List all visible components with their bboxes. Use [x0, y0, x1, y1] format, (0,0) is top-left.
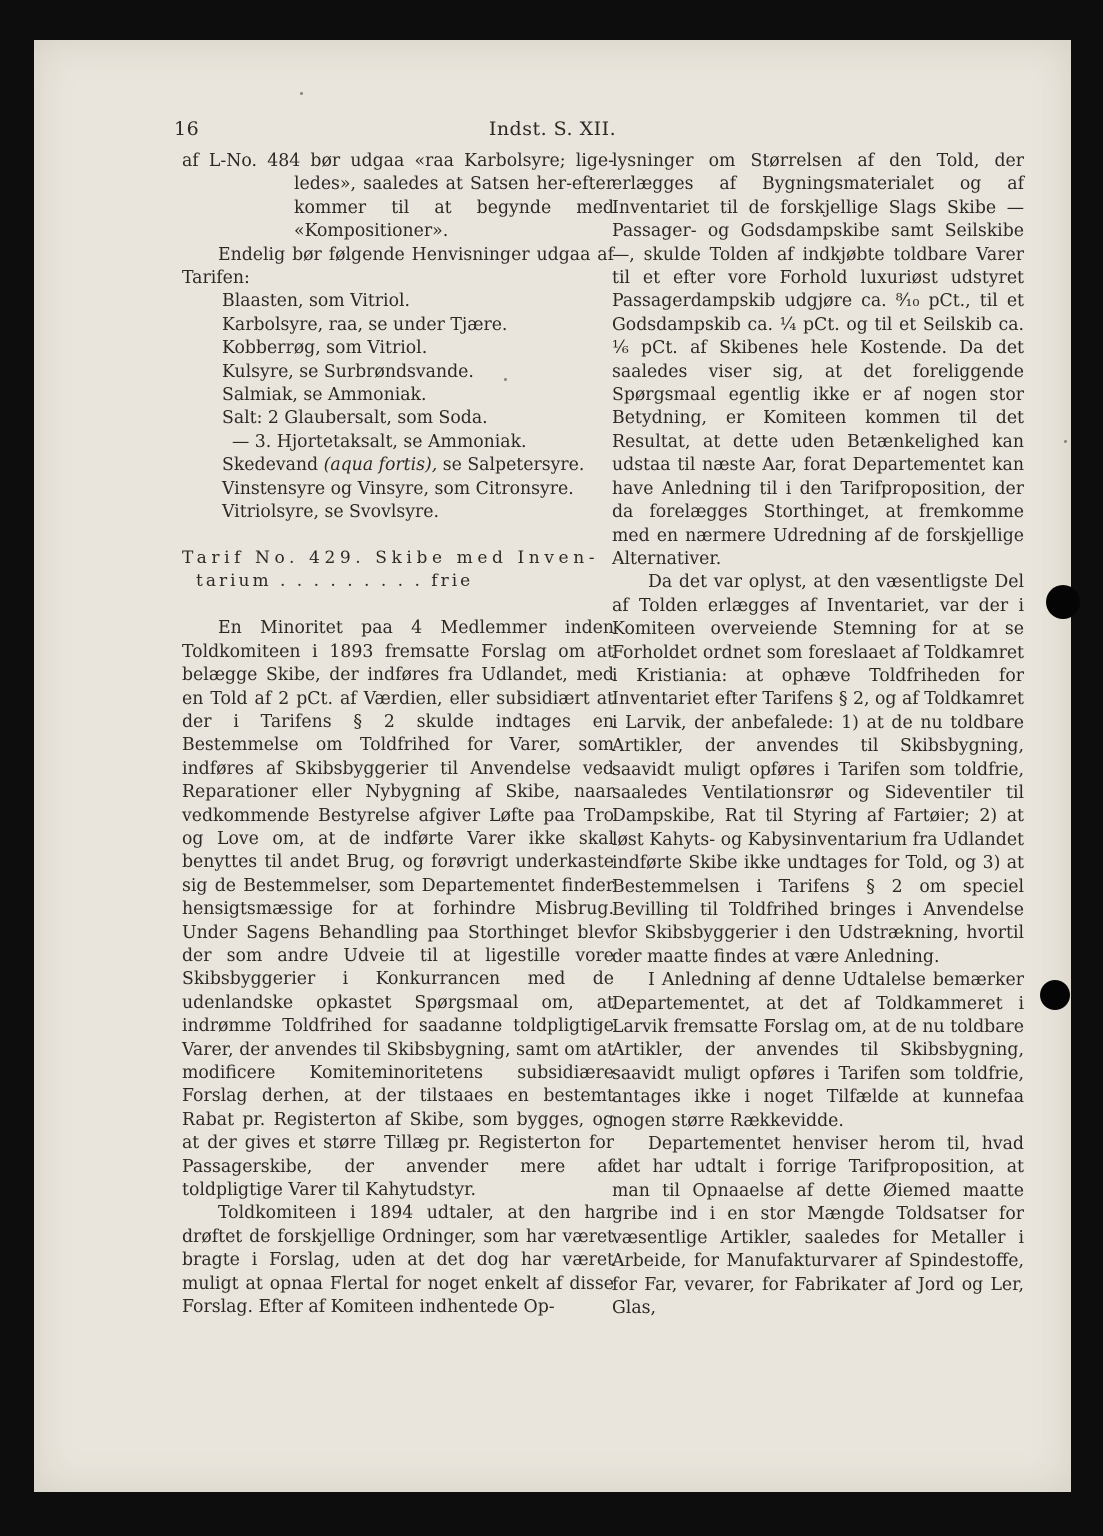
- tarif-heading: Tarif No. 429. Skibe med Inven-: [182, 547, 600, 568]
- list-item: Vitriolsyre, se Svovlsyre.: [222, 502, 439, 523]
- right-column: [612, 150, 1024, 1320]
- body-paragraph: Departementet henviser herom til, hvad det har udtalt i forrige Tarifproposition, at man til Opnaaelse af dette Øiemed maatte gribe ind i en stor Mængde Toldsatser for væsentlige Artikler, saaledes for Metaller i Arbeide, for Manufakturvarer af Spindestoffe, for Far, vevarer, for Fabrikater af Jord og Ler, Glas,: [612, 1134, 1024, 1318]
- skedevand-italic: (aqua fortis),: [323, 455, 438, 476]
- intro-paragraph: af L-No. 484 bør udgaa «raa Karbolsyre; lige-ledes», saaledes at Satsen her-efter kommer til at begynde med «Kompositioner».: [182, 151, 614, 242]
- endelig-paragraph: Endelig bør følgende Henvisninger udgaa af Tarifen:: [182, 244, 614, 289]
- body-paragraph: Toldkomiteen i 1894 udtaler, at den har drøftet de forskjellige Ordninger, som har været bragte i Forslag, uden at det dog har været muligt at opnaa Flertal for noget enkelt af disse Forslag. Efter af Komiteen indhentede Op-: [182, 1203, 614, 1318]
- list-item: Vinstensyre og Vinsyre, som Citronsyre.: [222, 478, 574, 499]
- list-item: Kobberrøg, som Vitriol.: [222, 338, 428, 359]
- document-page: [34, 40, 1071, 1492]
- skedevand-text: Skedevand: [222, 455, 324, 476]
- list-item: [222, 454, 614, 477]
- paper-fleck: [504, 378, 507, 381]
- list-item: — 3. Hjortetaksalt, se Ammoniak.: [232, 431, 527, 452]
- page-number: 16: [174, 118, 200, 140]
- body-paragraph: I Anledning af denne Udtalelse bemærker Departementet, at det af Toldkammeret i Larvik fremsatte Forslag om, at de nu toldbare Artikler, der anvendes til Skibsbygning, saavidt muligt opføres i Tarifen som toldfrie, antages ikke i noget Tilfælde at kunnefaa nogen større Rækkevidde.: [612, 970, 1024, 1131]
- punch-hole: [1046, 585, 1080, 619]
- body-paragraph: lysninger om Størrelsen af den Told, der erlægges af Bygningsmaterialet og af Inventariet til de forskjellige Slags Skibe — Passager- og Godsdampskibe samt Seilskibe —, skulde Tolden af indkjøbte toldbare Varer til et efter vore Forhold luxuriøst udstyret Passagerdampskib udgjøre ca. ⁸⁄₁₀ pCt., til et Godsdampskib ca. ¹⁄₄ pCt. og til et Seilskib ca. ¹⁄₆ pCt. af Skibenes hele Kostende. Da det saaledes viser sig, at det foreliggende Spørgsmaal egentlig ikke er af nogen stor Betydning, er Komiteen kommen til det Resultat, at dette uden Betænkelighed kan udstaa til næste Aar, forat Departementet kan have Anledning til i den Tarifproposition, der da forelægges Storthinget, at fremkomme med en nærmere Udredning af de forskjellige Alternativer.: [612, 151, 1024, 569]
- list-item: Kulsyre, se Surbrøndsvande.: [222, 361, 474, 382]
- punch-hole: [1040, 980, 1070, 1010]
- page-reference: Indst. S. XII.: [488, 118, 617, 140]
- paper-fleck: [300, 92, 303, 95]
- paper-fleck: [1064, 440, 1067, 443]
- tarif-heading-line-2: tarium . . . . . . . . . frie: [196, 570, 474, 591]
- skedevand-tail: se Salpetersyre.: [437, 455, 585, 476]
- body-paragraph: En Minoritet paa 4 Medlemmer inden Toldkomiteen i 1893 fremsatte Forslag om at belægge Skibe, der indføres fra Udlandet, med en Told af 2 pCt. af Værdien, eller subsidiært at der i Tarifens § 2 skulde indtages en Bestemmelse om Toldfrihed for Varer, som indføres af Skibsbyggerier til Anvendelse ved Reparationer eller Nybygning af Skibe, naar vedkommende Bestyrelse afgiver Løfte paa Tro og Love om, at de indførte Varer ikke skal benyttes til andet Brug, og forøvrigt underkaste sig de Bestemmelser, som Departementet finder hensigtsmæssige for at forhindre Misbrug. Under Sagens Behandling paa Storthinget blev der som andre Udveie til at ligestille vore Skibsbyggerier i Konkurrancen med de udenlandske opkastet Spørgsmaal om, at indrømme Toldfrihed for saadanne toldpligtige Varer, der anvendes til Skibsbygning, samt om at modificere Komiteminoritetens subsidiære Forslag derhen, at der tilstaaes en bestemt Rabat pr. Registerton af Skibe, som bygges, og at der gives et større Tillæg pr. Registerton for Passagerskibe, der anvender mere af toldpligtige Varer til Kahytudstyr.: [182, 618, 614, 1201]
- list-item: Salt: 2 Glaubersalt, som Soda.: [222, 408, 488, 429]
- list-item: Karbolsyre, raa, se under Tjære.: [222, 314, 508, 335]
- list-item: Salmiak, se Ammoniak.: [222, 385, 427, 406]
- left-column: [182, 150, 614, 1320]
- list-item: Blaasten, som Vitriol.: [222, 291, 411, 312]
- reference-list: [182, 290, 614, 524]
- body-paragraph: Da det var oplyst, at den væsentligste Del af Tolden erlægges af Inventariet, var der i Komiteen overveiende Stemning for at se Forholdet ordnet som foreslaaet af Toldkamret i Kristiania: at ophæve Toldfriheden for Inventariet efter Tarifens § 2, og af Toldkamret i Larvik, der anbefalede: 1) at de nu toldbare Artikler, der anvendes til Skibsbygning, saavidt muligt opføres i Tarifen som toldfrie, saaledes Ventilationsrør og Sideventiler til Dampskibe, Rat til Styring af Fartøier; 2) at løst Kahyts- og Kabysinventarium fra Udlandet indførte Skibe ikke undtages for Told, og 3) at Bestemmelsen i Tarifens § 2 om speciel Bevilling til Toldfrihed bringes i Anvendelse for Skibsbyggerier i den Udstrækning, hvortil der maatte findes at være Anledning.: [612, 572, 1024, 967]
